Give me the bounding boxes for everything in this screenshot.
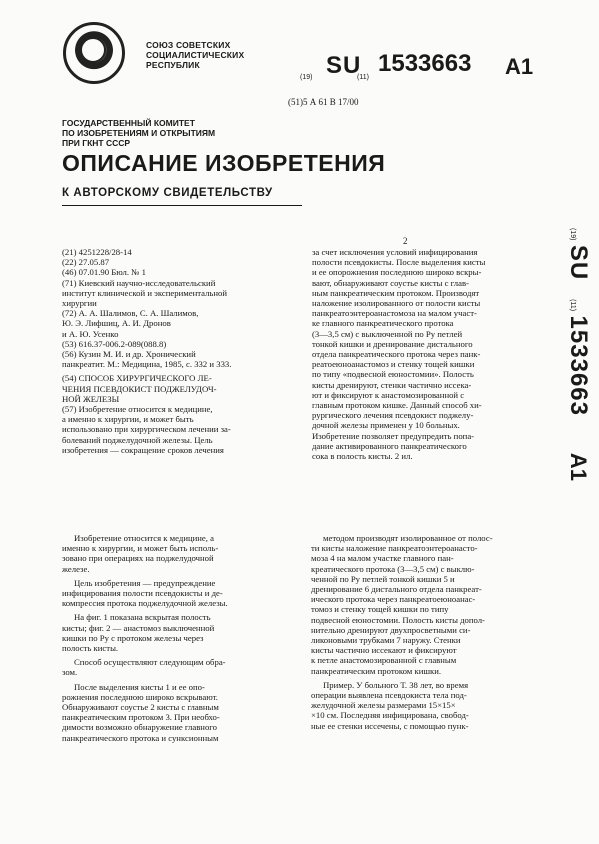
abstract-line: панкреатоэнтероанастомоза на малом участ-	[312, 308, 477, 319]
paragraph	[311, 680, 529, 731]
paragraph	[62, 682, 280, 743]
committee-line: ГОСУДАРСТВЕННЫЙ КОМИТЕТ	[62, 118, 195, 128]
document-subtitle: К АВТОРСКОМУ СВИДЕТЕЛЬСТВУ	[62, 187, 273, 199]
paragraph	[62, 533, 280, 574]
su-label: SU	[326, 52, 362, 79]
text-line: моза 4 на малом участке главного пан-	[311, 553, 454, 564]
text-line: димости возможно обнаружение главного	[62, 722, 217, 733]
abstract-line: отдела панкреатического протока через панк-	[312, 349, 481, 360]
text-line: компрессия протока поджелудочной железы.	[62, 598, 228, 609]
abstract-line: ным панкреатическим протоком. Производят	[312, 287, 480, 298]
text-line: ликоновыми трубками 7 наружу. Стенки	[311, 635, 461, 646]
committee	[62, 118, 215, 148]
text-line: желудочной железы размерами 15×15×	[311, 700, 456, 711]
abstract-line: реатоеюноанастомоз и стенку тощей кишки	[312, 359, 475, 370]
abstract-line: ют и фиксируют к анастомозированной с	[312, 389, 465, 400]
bib-line: хирургии	[62, 298, 97, 309]
text-line: кишки по Ру с протоком железы через	[62, 632, 204, 643]
text-line: нительно дренируют двухпросветными си-	[311, 624, 471, 635]
bib-line: (71) Киевский научно-исследовательский	[62, 277, 216, 288]
vertical-patent-number	[532, 228, 592, 698]
text-line: Цель изобретения — предупреждение	[74, 577, 216, 588]
committee-line: ПО ИЗОБРЕТЕНИЯМ И ОТКРЫТИЯМ	[62, 128, 216, 138]
text-line: ×10 см. Последняя инфицирована, свобод-	[311, 710, 469, 721]
abstract-line: (3—3,5 см) с выключенной по Ру петлей	[312, 328, 463, 339]
text-line: ченной по Ру петлей тонкой кишки 5 и	[311, 573, 455, 584]
text-line: инфицирования полости псевдокисты и де-	[62, 588, 223, 599]
paragraph	[62, 612, 280, 653]
abstract-line: полости псевдокисты. После выделения кисты	[312, 257, 486, 268]
kind-code: A1	[505, 54, 534, 79]
text-line: дренирование 6 дистального отдела панкреат-	[311, 584, 482, 595]
paragraph	[62, 657, 280, 677]
text-line: После выделения кисты 1 и ее опо-	[74, 681, 205, 692]
paragraph	[311, 533, 529, 676]
bib-line: (22) 27.05.87	[62, 257, 110, 268]
text-line: Способ осуществляют следующим обра-	[74, 657, 226, 668]
vertical-su-label: SU	[565, 244, 592, 281]
abstract-line: сока в полость кисты. 2 ил.	[312, 451, 413, 462]
abstract-line: дание активированного панкреатического	[312, 440, 467, 451]
country-line: СОЮЗ СОВЕТСКИХ	[146, 40, 231, 50]
bib-line: (46) 07.01.90 Бюл. № 1	[62, 267, 146, 278]
text-line: панкреатическим протоком кишки.	[311, 665, 442, 676]
country-line: СОЦИАЛИСТИЧЕСКИХ	[146, 50, 245, 60]
text-line: к петле анастомозированной с главным	[311, 655, 457, 666]
abstract-line: главным протоком кишке. Данный способ хи-	[312, 400, 482, 411]
abstract-line: кисты дренируют, стенки частично иссека-	[312, 379, 472, 390]
text-line: На фиг. 1 показана вскрытая полость	[74, 612, 211, 623]
abstract-line: по типу «подвесной еюностомии». Полость	[312, 369, 474, 380]
vertical-code-11: (11)	[569, 299, 576, 312]
bib-line: Ю. Э. Лифшиц, А. И. Дронов	[62, 318, 171, 329]
text-line: полость кисты.	[62, 643, 119, 654]
text-line: ные ее стенки иссечены, с помощью пунк-	[311, 720, 469, 731]
text-line: панкреатического протока и сунксионным	[62, 732, 219, 743]
abstract-line: за счет исключения условий инфицирования	[312, 247, 478, 257]
text-line: ического протока через панкреатоеюноанас-	[311, 594, 476, 605]
abstract-line: а именно к хирургии, и может быть	[62, 414, 194, 425]
text-line: Изобретение относится к медицине, а	[74, 533, 214, 543]
abstract-line: Изобретение позволяет предупредить попа-	[312, 430, 475, 441]
description-left-column	[62, 533, 280, 747]
code-11: (11)	[357, 74, 369, 81]
invention-title: (54) СПОСОБ ХИРУРГИЧЕСКОГО ЛЕ-	[62, 373, 212, 384]
abstract-line: и ее опорожнения последнюю широко вскры-	[312, 267, 482, 278]
text-line: ти кисты наложение панкреатоэнтероанасто-	[311, 543, 478, 554]
column-marker: 2	[403, 236, 408, 246]
abstract-line: рургического лечения псевдокист поджелу-	[312, 410, 474, 421]
bibliography	[62, 247, 302, 455]
abstract-line: дочной железы применен у 10 больных.	[312, 420, 460, 431]
bib-line: панкреатит. М.: Медицина, 1985, с. 332 и 333.	[62, 359, 232, 370]
country-line: РЕСПУБЛИК	[146, 60, 200, 70]
ipc-class: (51)5 А 61 В 17/00	[288, 97, 359, 107]
text-line: подвесной еюностомии. Полость кисты допол-	[311, 614, 485, 625]
text-line: Обнаруживают соустье 2 кисты с главным	[62, 702, 219, 713]
text-line: креатического протока (3—3,5 см) с выклю-	[311, 563, 475, 574]
description-right-column	[311, 533, 529, 735]
abstract-line: ке главного панкреатического протока	[312, 318, 454, 329]
abstract-line: (57) Изобретение относится к медицине,	[62, 404, 213, 415]
patent-number: 1533663	[378, 50, 472, 77]
vertical-patent-number-text: 1533663	[565, 315, 592, 416]
abstract-line: наложение изолированного от полости кисты	[312, 298, 481, 309]
text-line: томоз и стенку тощей кишки по типу	[311, 604, 449, 615]
text-line: кисты; фиг. 2 — анастомоз выключенной	[62, 622, 215, 633]
text-line: операции выявлена псевдокиста тела под-	[311, 690, 467, 701]
paragraph	[62, 578, 280, 609]
text-line: Пример. У больного Т. 38 лет, во время	[323, 679, 469, 690]
abstract-continuation	[312, 247, 527, 461]
abstract-line: использовано при хирургическом лечении за-	[62, 424, 231, 435]
code-19: (19)	[300, 74, 313, 81]
text-line: методом производят изолированное от полос-	[323, 533, 493, 543]
text-line: именно к хирургии, и может быть исполь-	[62, 543, 219, 554]
bib-line: институт клинической и экспериментальной	[62, 287, 228, 298]
emblem-globe-icon	[80, 37, 106, 63]
vertical-kind-code: A1	[566, 452, 591, 482]
abstract-line: тонкой кишки и дренирование дистального	[312, 338, 473, 349]
bib-line: (72) А. А. Шалимов, С. А. Шалимов,	[62, 308, 199, 319]
committee-line: ПРИ ГКНТ СССР	[62, 138, 131, 148]
bib-line: (53) 616.37-006.2-089(088.8)	[62, 338, 167, 349]
text-line: панкреатическим протоком 3. При необхо-	[62, 712, 220, 723]
bib-line: (56) Кузин М. И. и др. Хронический	[62, 349, 196, 360]
bib-line: (21) 4251228/28-14	[62, 247, 132, 257]
title-divider	[62, 205, 302, 206]
text-line: рожнения последнюю широко вскрывают.	[62, 691, 218, 702]
text-line: кисты частично иссекают и фиксируют	[311, 645, 457, 656]
abstract-line: болеваний поджелудочной железы. Цель	[62, 434, 213, 445]
abstract-line: изобретения — сокращение сроков лечения	[62, 444, 224, 455]
invention-title: НОЙ ЖЕЛЕЗЫ	[62, 393, 120, 404]
invention-title: ЧЕНИЯ ПСЕВДОКИСТ ПОДЖЕЛУДОЧ-	[62, 383, 217, 394]
bib-line: и А. Ю. Усенко	[62, 328, 119, 339]
country-name	[146, 40, 244, 70]
document-title: ОПИСАНИЕ ИЗОБРЕТЕНИЯ	[62, 150, 386, 176]
abstract-line: вают, обнаруживают соустье кисты с глав-	[312, 277, 469, 288]
text-line: зом.	[62, 667, 78, 678]
text-line: зовано при операциях на поджелудочной	[62, 553, 214, 564]
text-line: железе.	[62, 563, 90, 574]
vertical-code-19: (19)	[569, 228, 576, 241]
